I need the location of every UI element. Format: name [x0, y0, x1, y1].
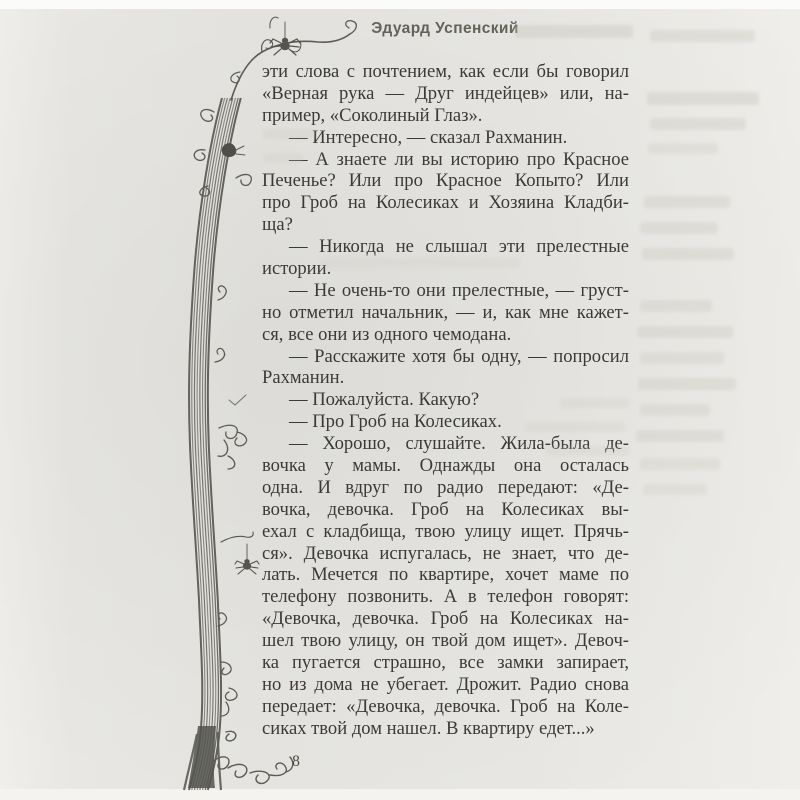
text-line: Рахманин. [262, 367, 345, 389]
text-line: «Девочка, девочка. Гроб на Колесиках на- [262, 608, 629, 630]
bleed-through-smudge [545, 446, 630, 456]
bleed-through-smudge [637, 326, 733, 338]
text-line: сиках твой дом нашел. В квартиру едет...» [262, 717, 595, 739]
bleed-through-smudge [560, 398, 630, 408]
page-number: 8 [292, 753, 300, 770]
bleed-through-smudge [640, 222, 718, 234]
text-line: ка пугается страшно, все замки запирает, [262, 652, 629, 674]
bleed-through-smudge [263, 129, 315, 139]
text-line: ща? [262, 214, 293, 236]
text-line: вочка, девочка. Гроб на Колесиках вы- [262, 498, 629, 520]
bleed-through-smudge [647, 92, 759, 105]
text-line: — Никогда не слышал эти прелестные [289, 236, 629, 258]
mid-trunk-curls [215, 286, 247, 469]
text-line: эти слова с почтением, как если бы говорил [262, 61, 629, 82]
bleed-through-smudge [642, 248, 734, 260]
bleed-through-smudge [640, 458, 720, 470]
text-line: — Про Гроб на Колесиках. [289, 411, 502, 433]
text-line: но из дома не убегает. Дрожит. Радио снова [262, 673, 629, 695]
text-line: «Верная рука — Друг индейцев» или, на- [262, 82, 629, 104]
bleed-through-smudge [640, 300, 712, 312]
tree-trunk [184, 98, 241, 790]
bleed-through-smudge [515, 25, 633, 38]
text-line: — А знаете ли вы историю про Красное [289, 148, 629, 170]
bleed-through-smudge [648, 143, 718, 154]
text-line: но отметил начальник, — и, как мне кажет- [262, 301, 629, 323]
text-line: пример, «Соколиный Глаз». [262, 104, 483, 126]
text-line: ся». Девочка испугалась, не знает, что де- [262, 542, 629, 564]
bleed-through-smudge [644, 196, 730, 208]
bleed-through-smudge [640, 352, 724, 364]
text-line: Печенье? Или про Красное Копыто? Или [262, 170, 629, 192]
bleed-through-smudge [650, 30, 755, 42]
text-line: телефону позвонить. А в телефон говорят: [262, 586, 629, 608]
text-line: — Не очень-то они прелестные, — груст- [289, 279, 629, 301]
bleed-through-smudge [640, 404, 710, 416]
text-line: ехал с кладбища, твою улицу ищет. Прячь- [262, 520, 629, 542]
text-line: — Интересно, — сказал Рахманин. [289, 126, 568, 148]
text-line: — Расскажите хотя бы одну, — попросил [289, 345, 629, 367]
bleed-through-smudge [636, 430, 724, 442]
text-line: лать. Мечется по квартире, хочет маме по [262, 564, 629, 586]
bleed-through-smudge [525, 422, 625, 432]
spider-lower-icon [221, 532, 259, 574]
text-line: шел твою улицу, он твой дом ищет». Девоч- [262, 630, 629, 652]
bleed-through-smudge [263, 153, 303, 163]
leaf-blob [222, 143, 237, 157]
bleed-through-smudge [643, 484, 707, 495]
text-line: истории. [262, 258, 332, 280]
bleed-through-smudge [638, 378, 736, 390]
text-line: — Пожалуйста. Какую? [289, 389, 480, 411]
text-line: вочка у мамы. Однажды она осталась [262, 455, 629, 477]
bleed-through-smudge [320, 258, 520, 268]
text-line: передает: «Девочка, девочка. Гроб на Коле- [262, 695, 629, 717]
text-line: одна. И вдруг по радио передают: «Де- [262, 476, 629, 498]
text-line: ся, все они из одного чемодана. [262, 323, 512, 345]
text-line: — Хорошо, слушайте. Жила-была де- [289, 433, 629, 455]
author-header: Эдуард Успенский [371, 20, 519, 37]
text-line: про Гроб на Колесиках и Хозяина Кладби- [262, 192, 629, 214]
bleed-through-smudge [650, 118, 746, 130]
